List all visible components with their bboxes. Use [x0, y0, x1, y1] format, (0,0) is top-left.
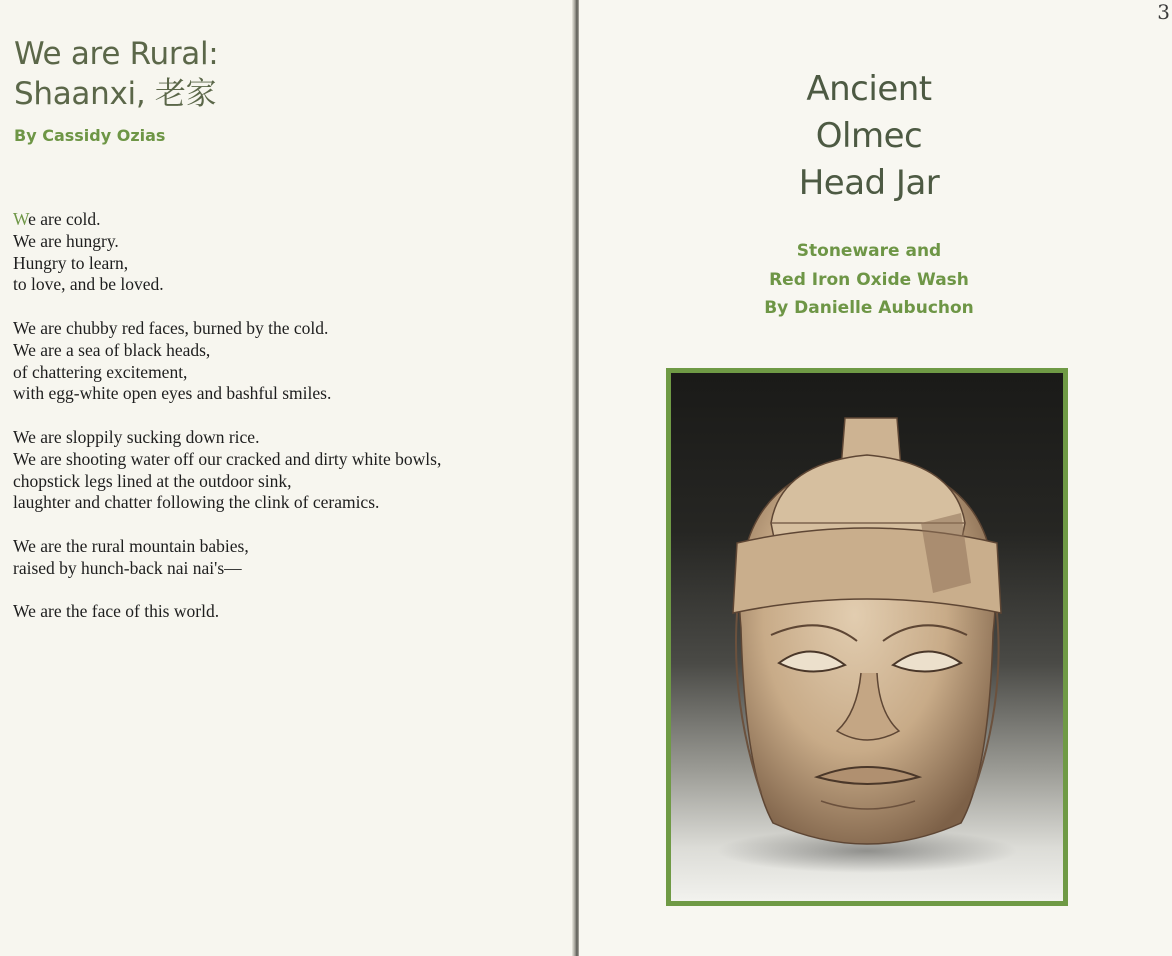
poem-line: We are chubby red faces, burned by the cold. [13, 317, 329, 338]
poem-line: of chattering excitement, [13, 361, 188, 382]
poem-line: chopstick legs lined at the outdoor sink, [13, 470, 292, 491]
artwork-title [719, 66, 1019, 207]
drop-cap: W [13, 209, 29, 229]
page-number: 3 [1157, 0, 1170, 24]
artwork-credits [669, 237, 1069, 323]
poem-stanza-1 [13, 209, 568, 296]
poem-line: with egg-white open eyes and bashful smiles. [13, 383, 332, 404]
poem-stanza-2 [13, 318, 568, 405]
artwork-photo [666, 368, 1068, 906]
poem-line: We are shooting water off our cracked and dirty white bowls, [13, 448, 442, 469]
poem-line: We are hungry. [13, 230, 119, 251]
artwork-title-line-2: Olmec [815, 116, 923, 156]
poem-title-line-1: We are Rural: [14, 36, 219, 72]
olmec-head-jar-illustration [671, 373, 1063, 901]
artwork-title-line-1: Ancient [806, 69, 932, 109]
right-page [579, 0, 1172, 956]
poem-title [14, 34, 218, 114]
poem-line-text: e are cold. [28, 209, 101, 229]
poem-line: We are the face of this world. [13, 601, 220, 622]
poem-title-line-2: Shaanxi, 老家 [14, 76, 217, 112]
poem-stanza-3 [13, 427, 568, 514]
poem-line: laughter and chatter following the clink of ceramics. [13, 492, 380, 513]
artwork-byline: By Danielle Aubuchon [764, 298, 974, 318]
poem-line: Hungry to learn, [13, 252, 129, 273]
poem-line: to love, and be loved. [13, 274, 164, 295]
artwork-medium-line-1: Stoneware and [796, 241, 942, 261]
artwork-medium-line-2: Red Iron Oxide Wash [769, 269, 969, 290]
left-page [0, 0, 575, 956]
poem-body [13, 209, 568, 645]
poem-byline: By Cassidy Ozias [14, 126, 166, 145]
poem-stanza-5 [13, 601, 568, 623]
poem-line [13, 209, 568, 231]
poem-line: We are sloppily sucking down rice. [13, 426, 260, 447]
poem-line: We are the rural mountain babies, [13, 535, 249, 556]
poem-line: We are a sea of black heads, [13, 339, 211, 360]
poem-stanza-4 [13, 536, 568, 580]
poem-line: raised by hunch-back nai nai's— [13, 557, 242, 578]
artwork-title-line-3: Head Jar [798, 163, 940, 203]
